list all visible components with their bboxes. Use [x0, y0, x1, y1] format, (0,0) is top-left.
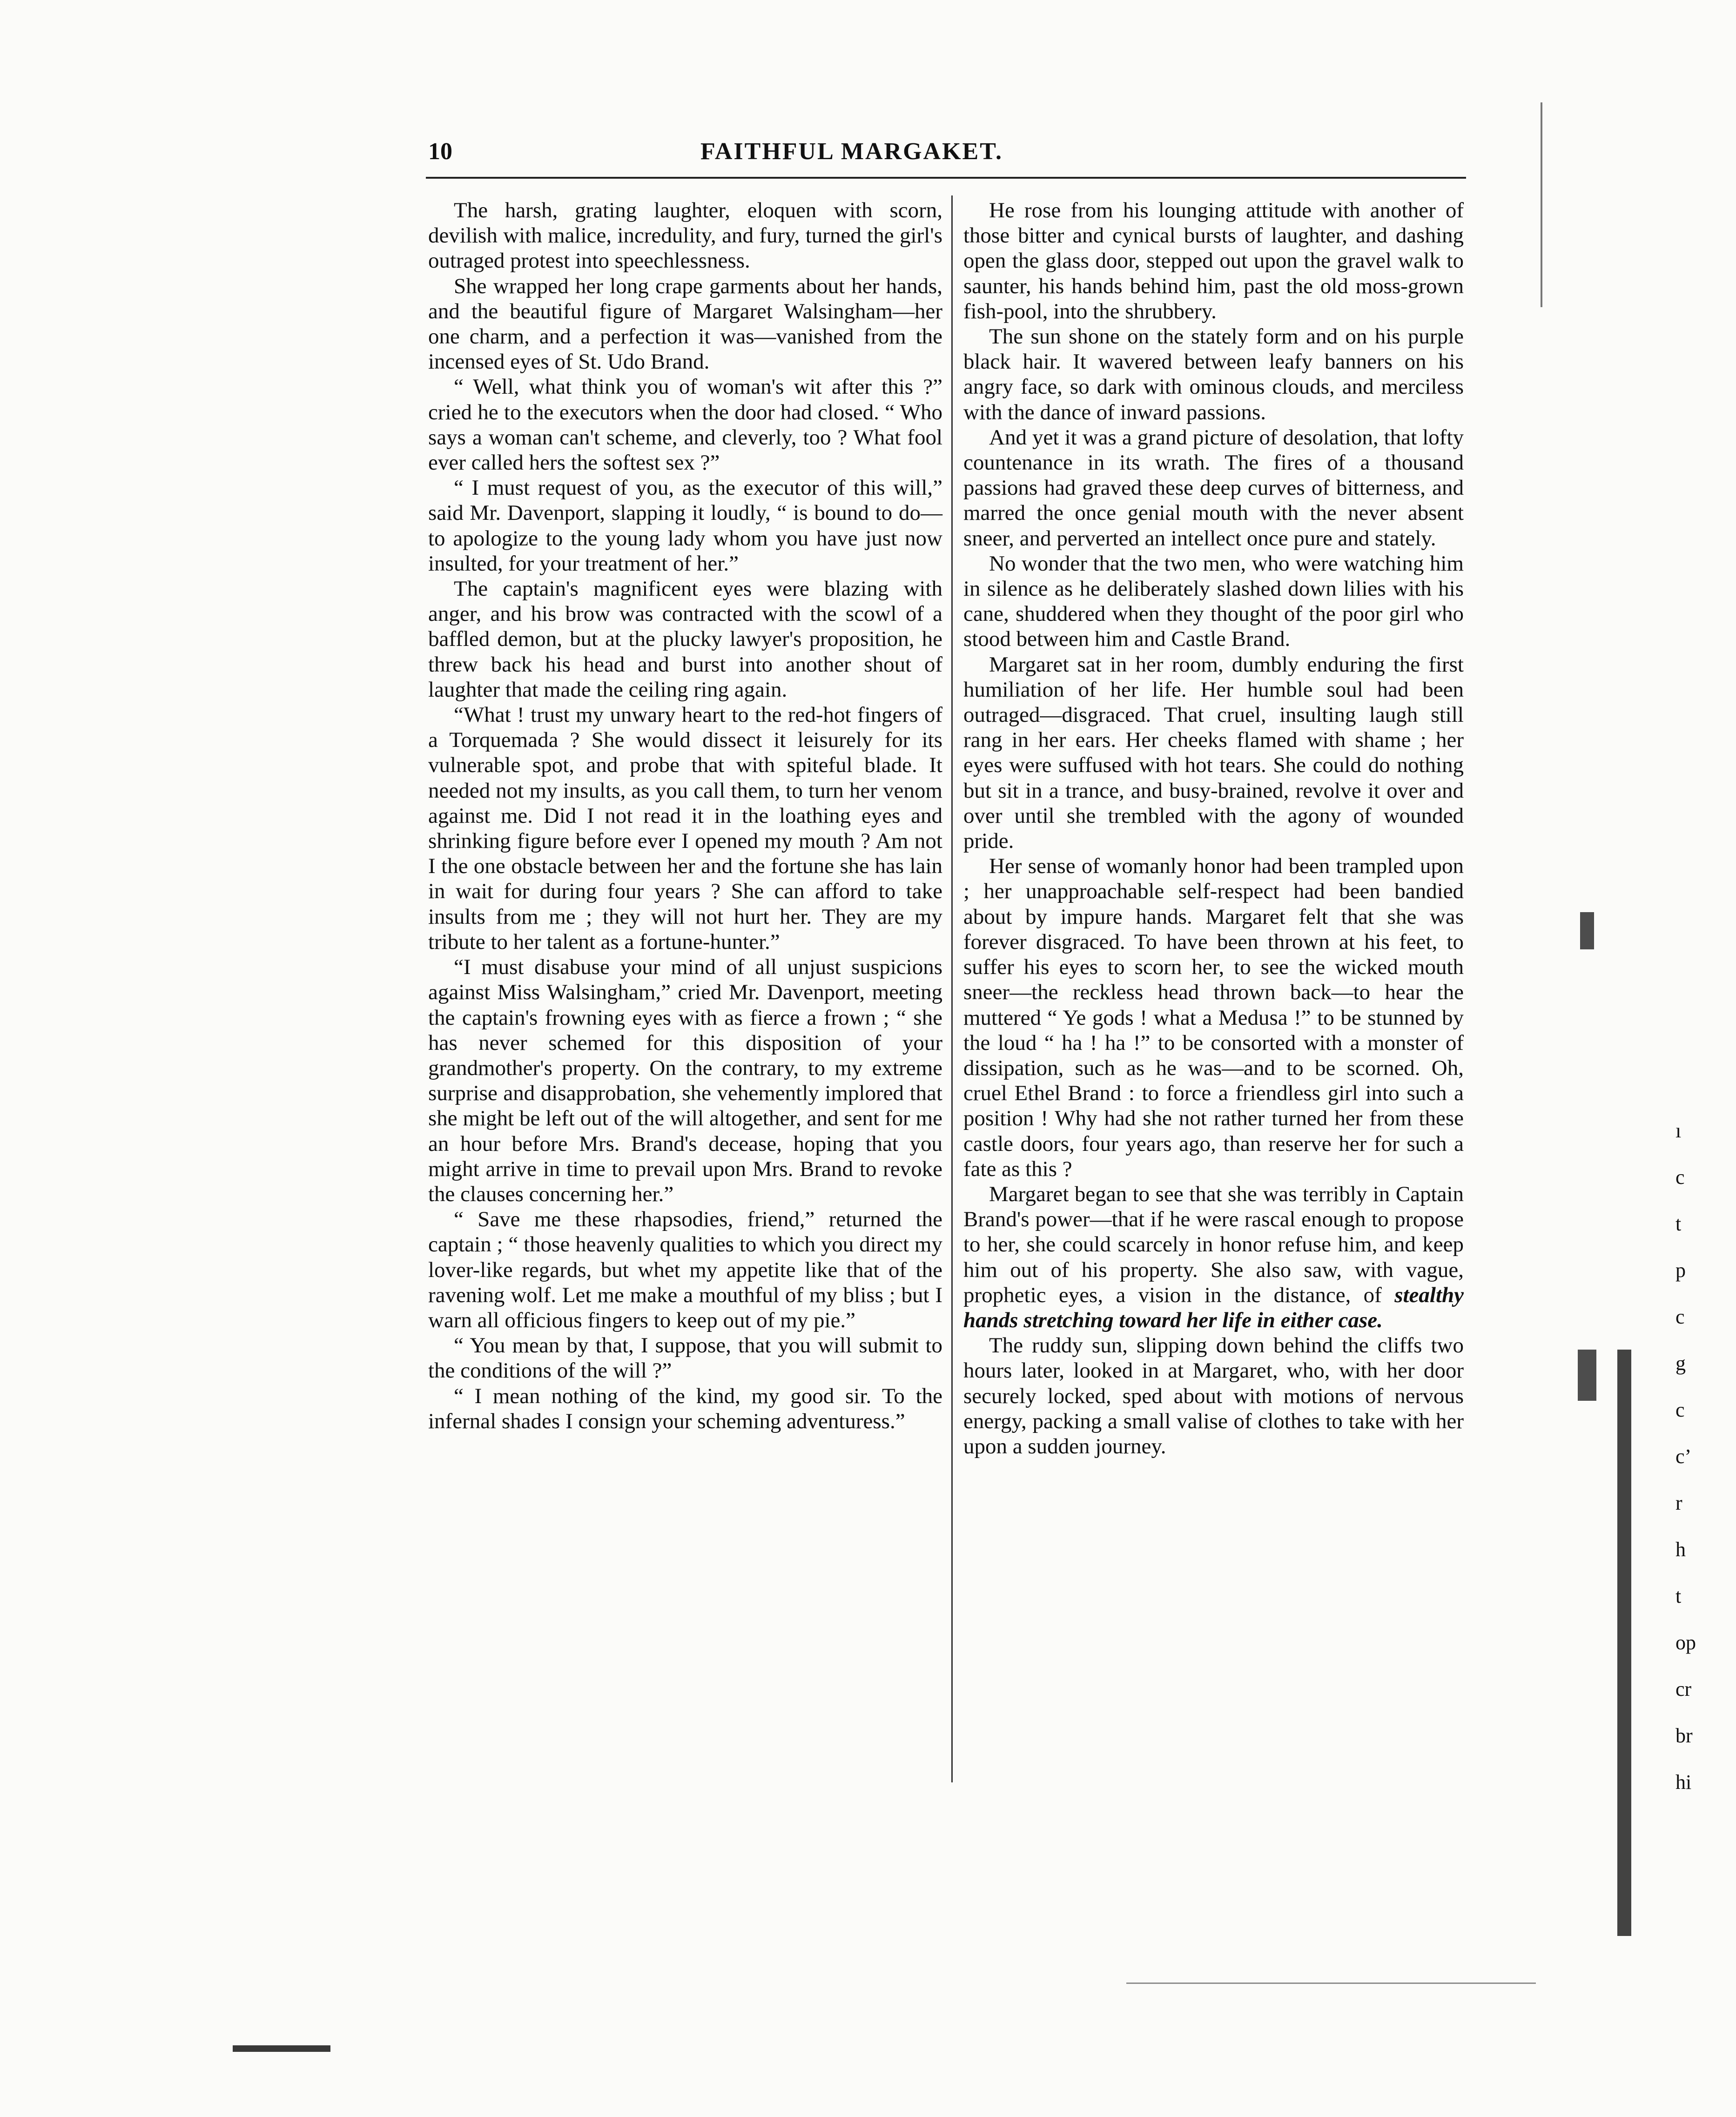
right-column	[963, 198, 1464, 1459]
paragraph: The sun shone on the stately form and on his purple black hair. It wavered between leafy banners on his angry face, so dark with ominous clouds, and merciless with the dance of inward passions.	[963, 324, 1464, 424]
edge-fragment: c	[1675, 1305, 1685, 1328]
paragraph: The captain's magnificent eyes were blazing with anger, and his brow was contracted with the scowl of a baffled demon, but at the plucky lawyer's proposition, he threw back his head and burst into another shout of laughter that made the ceiling ring again.	[428, 577, 942, 702]
edge-fragment: cr	[1675, 1678, 1692, 1700]
edge-fragment: c	[1675, 1398, 1685, 1421]
header-rule	[426, 177, 1466, 179]
edge-fragment: t	[1675, 1585, 1682, 1607]
paragraph: And yet it was a grand picture of desolation, that lofty countenance in its wrath. The fires of a thousand passions had graved these deep curves of bitterness, and marred the once genial mouth with the never absent sneer, and perverted an intellect once pure and stately.	[963, 425, 1464, 551]
edge-fragment: br	[1675, 1724, 1693, 1747]
page-number: 10	[428, 138, 452, 165]
column-divider	[951, 195, 953, 1782]
paragraph: “ Well, what think you of woman's wit after this ?” cried he to the executors when the door had closed. “ Who says a woman can't scheme, and cleverly, too ? What fool ever called hers the softest sex ?”	[428, 375, 942, 475]
paragraph-text: Margaret began to see that she was terribly in Captain Brand's power—that if he were rascal enough to propose to her, she could scarcely in honor refuse him, and keep him out of his property. She also saw, with vague, prophetic eyes, a vision in the distance, of	[963, 1182, 1464, 1307]
edge-fragment: r	[1675, 1492, 1682, 1514]
paragraph: “What ! trust my unwary heart to the red-hot fingers of a Torquemada ? She would dissect it leisurely for its vulnerable spot, and probe that with spiteful blade. It needed not my insults, as you call them, to turn her venom against me. Did I not read it in the loathing eyes and shrinking figure before ever I opened my mouth ? Am not I the one obstacle between her and the fortune she has lain in wait for during four years ? She can afford to take insults from me ; they will not hurt her. They are my tribute to her talent as a fortune-hunter.”	[428, 703, 942, 954]
scan-bottom-line	[1126, 1983, 1536, 1984]
scan-bottom-mark	[233, 2045, 330, 2052]
edge-fragment: hi	[1675, 1771, 1692, 1794]
edge-fragment: g	[1675, 1352, 1686, 1375]
scan-edge-bar	[1617, 1350, 1631, 1936]
scan-edge-line	[1541, 102, 1542, 307]
running-title: FAITHFUL MARGAKET.	[700, 138, 1003, 165]
edge-fragment: h	[1675, 1538, 1686, 1561]
emphasized-text: stealthy hands stretching toward her life in either case.	[963, 1283, 1464, 1332]
paragraph: Her sense of womanly honor had been trampled upon ; her unapproachable self-respect had been bandied about by impure hands. Margaret felt that she was forever disgraced. To have been thrown at his feet, to suffer his eyes to scorn her, to see the wicked mouth sneer—the reckless head thrown back—to hear the muttered “ Ye gods ! what a Medusa !” to be stunned by the loud “ ha ! ha !” to be consorted with a monster of dissipation, such as he was—and to be scorned. Oh, cruel Ethel Brand : to force a friendless girl into such a position ! Why had she not rather turned her from these castle doors, four years ago, than reserve her for such a fate as this ?	[963, 854, 1464, 1181]
edge-fragment: op	[1675, 1631, 1696, 1654]
edge-fragment: c	[1675, 1166, 1685, 1189]
edge-fragment: p	[1675, 1259, 1686, 1282]
edge-fragment: ı	[1675, 1119, 1682, 1142]
paragraph: “I must disabuse your mind of all unjust suspicions against Miss Walsingham,” cried Mr. Davenport, meeting the captain's frowning eyes with as fierce a frown ; “ she has never schemed for this disposition of your grandmother's property. On the contrary, to my extreme surprise and disapprobation, she vehemently implored that she might be left out of the will altogether, and sent for me an hour before Mrs. Brand's decease, hoping that you might arrive in time to prevail upon Mrs. Brand to revoke the clauses concerning her.”	[428, 955, 942, 1206]
edge-fragment: t	[1675, 1212, 1682, 1235]
paragraph: The harsh, grating laughter, eloquen with scorn, devilish with malice, incredulity, and fury, turned the girl's outraged protest into speechlessness.	[428, 198, 942, 273]
edge-fragment: c’	[1675, 1445, 1692, 1468]
scan-smudge	[1580, 912, 1594, 949]
paragraph: No wonder that the two men, who were watching him in silence as he deliberately slashed down lilies with his cane, shuddered when they thought of the poor girl who stood between him and Castle Brand.	[963, 551, 1464, 652]
paragraph: Margaret sat in her room, dumbly enduring the first humiliation of her life. Her humble soul had been outraged—disgraced. That cruel, insulting laugh still rang in her ears. Her cheeks flamed with shame ; her eyes were suffused with hot tears. She could do nothing but sit in a trance, and busy-brained, revolve it over and over until she trembled with the agony of wounded pride.	[963, 652, 1464, 854]
adjacent-page-fragments	[1675, 1108, 1736, 1806]
paragraph: He rose from his lounging attitude with another of those bitter and cynical bursts of laughter, and dashing open the glass door, stepped out upon the gravel walk to saunter, his hands behind him, past the old moss-grown fish-pool, into the shrubbery.	[963, 198, 1464, 323]
paragraph-margaret-power	[963, 1182, 1464, 1333]
page-header	[428, 138, 1275, 175]
paragraph: “ I must request of you, as the executor of this will,” said Mr. Davenport, slapping it loudly, “ is bound to do—to apologize to the young lady whom you have just now insulted, for your treatment of her.”	[428, 476, 942, 576]
paragraph: “ Save me these rhapsodies, friend,” returned the captain ; “ those heavenly qualities to which you direct my lover-like regards, but whet my appetite like that of the ravening wolf. Let me make a mouthful of my bliss ; but I warn all officious fingers to keep out of my pie.”	[428, 1207, 942, 1332]
scan-smudge	[1578, 1350, 1596, 1401]
left-column	[428, 198, 942, 1434]
paragraph: The ruddy sun, slipping down behind the cliffs two hours later, looked in at Margaret, who, with her door securely locked, sped about with motions of nervous energy, packing a small valise of clothes to take with her upon a sudden journey.	[963, 1333, 1464, 1458]
paragraph: “ You mean by that, I suppose, that you will submit to the conditions of the will ?”	[428, 1333, 942, 1383]
paragraph: “ I mean nothing of the kind, my good sir. To the infernal shades I consign your scheming adventuress.”	[428, 1384, 942, 1433]
paragraph: She wrapped her long crape garments about her hands, and the beautiful figure of Margaret Walsingham—her one charm, and a perfection it was—vanished from the incensed eyes of St. Udo Brand.	[428, 274, 942, 374]
